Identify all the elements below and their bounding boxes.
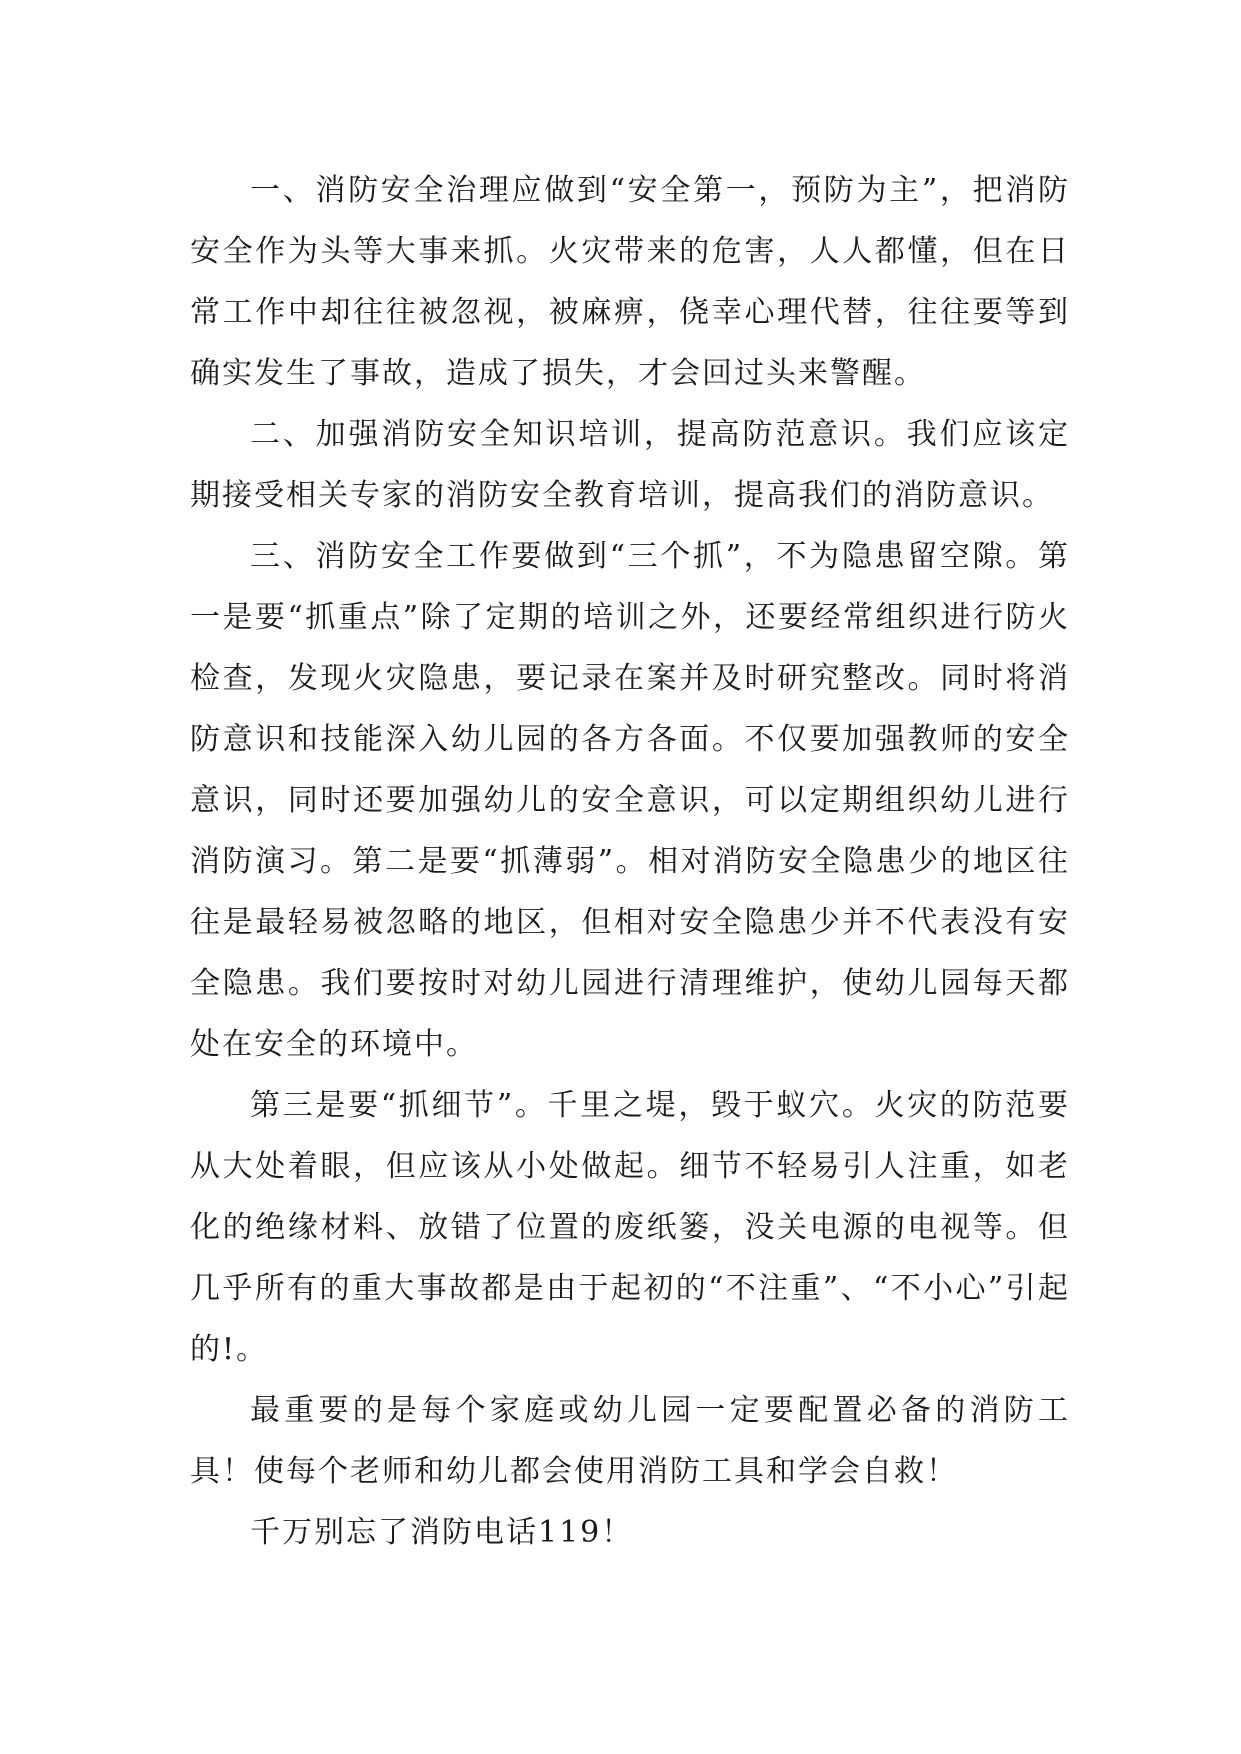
paragraph-three-grasps: 三、消防安全工作要做到“三个抓”，不为隐患留空隙。第一是要“抓重点”除了定期的培训之外，还要经常组织进行防火检查，发现火灾隐患，要记录在案并及时研究整改。同时将消防意识和技能深入幼儿园的各方各面。不仅要加强教师的安全意识，同时还要加强幼儿的安全意识，可以定期组织幼儿进行消防演习。第二是要“抓薄弱”。相对消防安全隐患少的地区往往是最轻易被忽略的地区，但相对安全隐患少并不代表没有安全隐患。我们要按时对幼儿园进行清理维护，使幼儿园每天都处在安全的环境中。 xyxy=(190,539,1070,1062)
document-body xyxy=(190,160,1070,1563)
paragraph-details: 第三是要“抓细节”。千里之堤，毁于蚁穴。火灾的防范要从大处着眼，但应该从小处做起。细节不轻易引人注重，如老化的绝缘材料、放错了位置的废纸篓，没关电源的电视等。但几乎所有的重大事故都是由于起初的“不注重”、“不小心”引起的!。 xyxy=(190,1088,1070,1367)
paragraph-safety-management: 一、消防安全治理应做到“安全第一，预防为主”，把消防安全作为头等大事来抓。火灾带来的危害，人人都懂，但在日常工作中却往往被忽视，被麻痹，侥幸心理代替，往往要等到确实发生了事故，造成了损失，才会回过头来警醒。 xyxy=(190,173,1070,391)
paragraph-hotline: 千万别忘了消防电话119！ xyxy=(250,1515,634,1550)
paragraph-equipment: 最重要的是每个家庭或幼儿园一定要配置必备的消防工具！使每个老师和幼儿都会使用消防工具和学会自救！ xyxy=(190,1393,1070,1489)
paragraph-training: 二、加强消防安全知识培训，提高防范意识。我们应该定期接受相关专家的消防安全教育培训，提高我们的消防意识。 xyxy=(190,417,1070,513)
